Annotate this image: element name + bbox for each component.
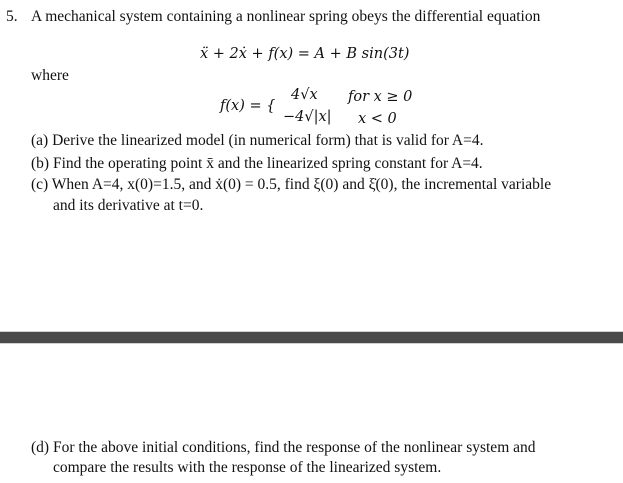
part-b: (b) Find the operating point x̄ and the linearized spring constant for A=4.: [31, 155, 483, 172]
case1-value: 4√x: [291, 87, 318, 103]
where-label: where: [31, 67, 69, 84]
part-a: (a) Derive the linearized model (in numerical form) that is valid for A=4.: [31, 132, 484, 149]
case1-condition: for x ≥ 0: [348, 89, 413, 105]
part-d-line2: compare the results with the response of the linearized system.: [53, 459, 442, 476]
case2-condition: x < 0: [358, 111, 397, 127]
part-c-line1: (c) When A=4, x(0)=1.5, and ẋ(0) = 0.5, find ξ(0) and ξ̇(0), the incremental variable: [31, 176, 552, 193]
page-divider: [0, 331, 623, 344]
equation-text: ẍ + 2ẋ + f(x) = A + B sin(3t): [200, 46, 410, 62]
part-d-line1: (d) For the above initial conditions, find the response of the nonlinear system and: [31, 439, 536, 456]
case2-value: −4√|x|: [283, 109, 332, 125]
piecewise-lhs: f(x) = {: [220, 98, 276, 114]
differential-equation: [200, 46, 409, 62]
problem-intro: A mechanical system containing a nonlinear spring obeys the differential equation: [31, 8, 541, 25]
problem-number: 5.: [6, 8, 18, 25]
part-c-line2: and its derivative at t=0.: [53, 197, 204, 214]
